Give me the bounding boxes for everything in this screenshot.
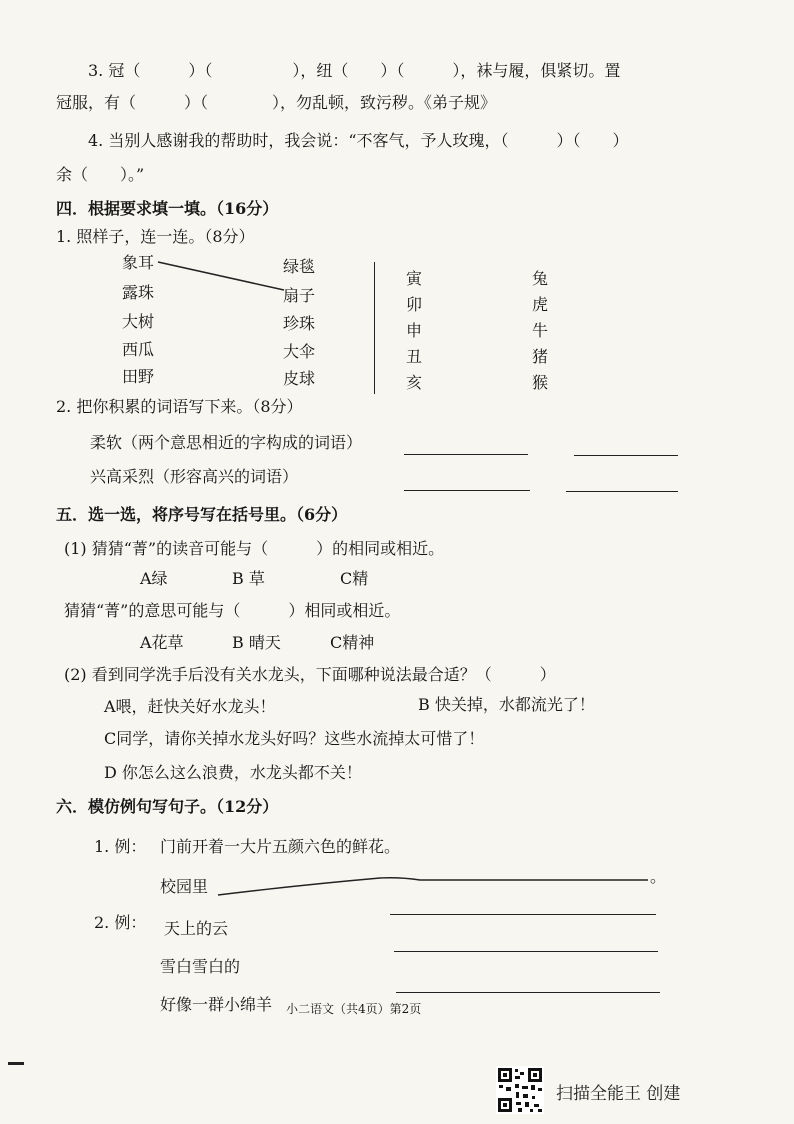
section4-q2-title: 2. 把你积累的词语写下来。（8分） bbox=[56, 397, 303, 416]
example2-line: 好像一群小绵羊 bbox=[160, 995, 273, 1014]
match-left-item: 露珠 bbox=[122, 283, 155, 302]
answer-line[interactable] bbox=[404, 490, 530, 491]
example1-number: 1. 例： bbox=[94, 837, 147, 856]
q3-line1: 3. 冠（ ）（ ），纽（ ）（ ），袜与履，俱紧切。置 bbox=[88, 61, 621, 80]
column-divider bbox=[374, 262, 375, 394]
q4-line2: 余（ ）。” bbox=[56, 165, 145, 184]
match-mid-item: 绿毯 bbox=[283, 257, 316, 276]
option-a: A绿 bbox=[140, 569, 168, 588]
example1-sentence: 门前开着一大片五颜六色的鲜花。 bbox=[160, 837, 401, 856]
section5-q1b: 猜猜“菁”的意思可能与（ ）相同或相近。 bbox=[64, 601, 401, 620]
zodiac-left-item: 寅 bbox=[406, 269, 423, 288]
qr-code-icon bbox=[496, 1066, 544, 1114]
word-prompt-1: 柔软（两个意思相近的字构成的词语） bbox=[90, 433, 363, 452]
example2-line: 雪白雪白的 bbox=[160, 957, 241, 976]
watermark-text: 扫描全能王 创建 bbox=[556, 1084, 681, 1104]
option-c: C精神 bbox=[330, 633, 375, 652]
match-left-item: 大树 bbox=[122, 312, 155, 331]
zodiac-left-item: 申 bbox=[406, 321, 423, 340]
zodiac-right-item: 虎 bbox=[532, 295, 549, 314]
example1-prompt: 校园里 bbox=[160, 877, 209, 896]
example2-line: 天上的云 bbox=[164, 919, 229, 938]
match-left-item: 象耳 bbox=[122, 253, 155, 272]
answer-line[interactable] bbox=[404, 454, 528, 455]
option-d: D 你怎么这么浪费，水龙头都不关！ bbox=[104, 763, 362, 782]
answer-line[interactable] bbox=[574, 455, 678, 456]
section6-title: 六．模仿例句写句子。（12分） bbox=[56, 797, 279, 816]
section4-title: 四．根据要求填一填。（16分） bbox=[56, 199, 279, 218]
answer-line[interactable] bbox=[396, 992, 660, 993]
match-left-item: 西瓜 bbox=[122, 340, 155, 359]
option-b: B 晴天 bbox=[232, 633, 281, 652]
match-left-item: 田野 bbox=[122, 367, 155, 386]
answer-line[interactable] bbox=[566, 491, 678, 492]
zodiac-left-item: 卯 bbox=[406, 295, 423, 314]
q3-line2: 冠服，有（ ）（ ），勿乱顿，致污秽。《弟子规》 bbox=[56, 93, 497, 112]
example-match-line bbox=[158, 262, 284, 290]
example2-number: 2. 例： bbox=[94, 913, 147, 932]
zodiac-right-item: 猴 bbox=[532, 373, 549, 392]
qr-pattern bbox=[496, 1066, 544, 1114]
option-a: A喂，赶快关好水龙头！ bbox=[104, 697, 276, 716]
match-mid-item: 皮球 bbox=[283, 369, 316, 388]
option-b: B 草 bbox=[232, 569, 265, 588]
zodiac-right-item: 猪 bbox=[532, 347, 549, 366]
match-mid-item: 扇子 bbox=[283, 286, 316, 305]
zodiac-right-item: 牛 bbox=[532, 321, 549, 340]
word-prompt-2: 兴高采烈（形容高兴的词语） bbox=[90, 467, 299, 486]
match-mid-item: 大伞 bbox=[283, 342, 316, 361]
page-footer: 小二语文（共4页）第2页 bbox=[286, 1002, 422, 1016]
option-c: C精 bbox=[340, 569, 369, 588]
option-a: A花草 bbox=[140, 633, 184, 652]
match-mid-item: 珍珠 bbox=[283, 314, 316, 333]
section5-q1a: (1) 猜猜“菁”的读音可能与（ ）的相同或相近。 bbox=[64, 539, 445, 558]
section5-q2: (2) 看到同学洗手后没有关水龙头，下面哪种说法最合适？（ ） bbox=[64, 665, 556, 684]
q4-line1: 4. 当别人感谢我的帮助时，我会说：“不客气，予人玫瑰，（ ）（ ） bbox=[88, 131, 629, 150]
answer-line-curved bbox=[218, 878, 648, 895]
option-b: B 快关掉，水都流光了！ bbox=[418, 695, 595, 714]
zodiac-right-item: 兔 bbox=[532, 269, 549, 288]
answer-line[interactable] bbox=[390, 914, 656, 915]
option-c: C同学，请你关掉水龙头好吗？这些水流掉太可惜了！ bbox=[104, 729, 485, 748]
section4-q1-title: 1. 照样子，连一连。（8分） bbox=[56, 227, 255, 246]
zodiac-left-item: 亥 bbox=[406, 373, 423, 392]
scan-mark bbox=[8, 1062, 24, 1065]
section5-title: 五．选一选，将序号写在括号里。（6分） bbox=[56, 505, 348, 524]
answer-line[interactable] bbox=[394, 951, 658, 952]
zodiac-left-item: 丑 bbox=[406, 347, 423, 366]
example1-period: 。 bbox=[650, 867, 667, 886]
